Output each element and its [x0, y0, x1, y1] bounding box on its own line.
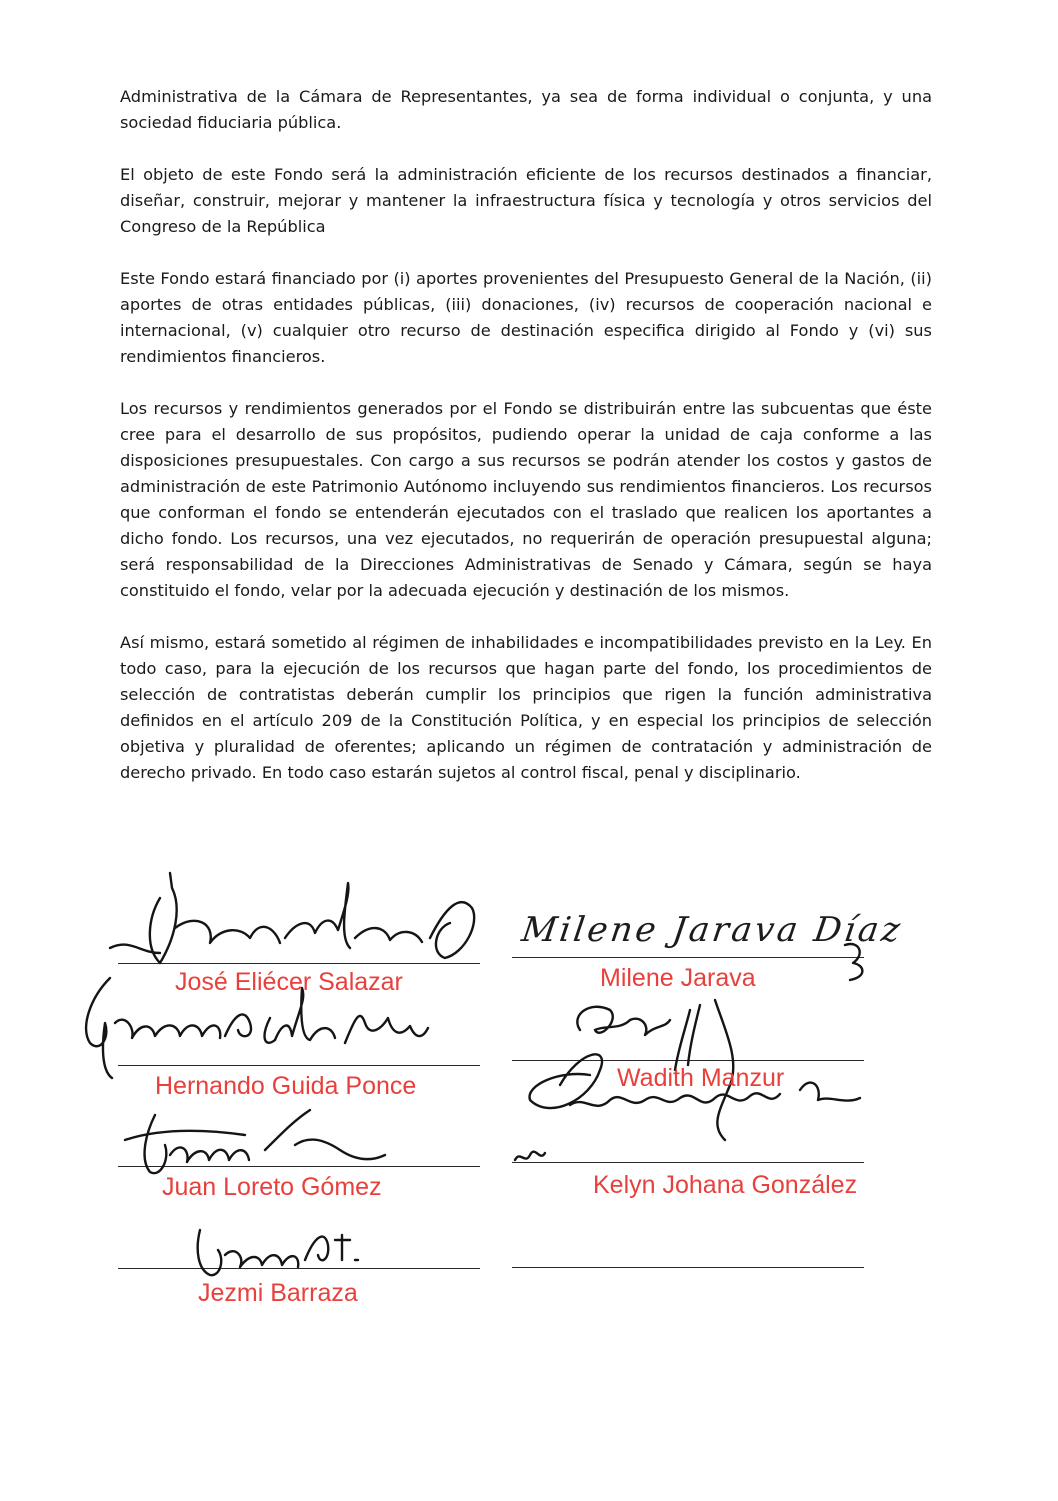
paragraph-1: Administrativa de la Cámara de Representantes, ya sea de forma individual o conjunta, y una sociedad fiduciaria pública.: [120, 87, 932, 132]
signature-milene-flourish: [835, 935, 875, 985]
name-label-kelyn: Kelyn Johana González: [593, 1171, 858, 1199]
signature-milene-text: Milene Jarava Díaz: [519, 910, 906, 950]
paragraph-5: Así mismo, estará sometido al régimen de inhabilidades e incompatibilidades previsto en la Ley. En todo caso, para la ejecución de los recursos que hagan parte del fondo, los procedimientos de selección de contratistas deberán cumplir los principios que rigen la función administrativa definidos en el artículo 209 de la Constitución Política, y en especial los principios de selección objetiva y pluralidad de oferentes; aplicando un régimen de contratación y administración de derecho privado. En todo caso estarán sujetos al control fiscal, penal y disciplinario.: [120, 633, 932, 782]
name-label-juan: Juan Loreto Gómez: [162, 1173, 382, 1201]
name-label-jezmi: Jezmi Barraza: [198, 1279, 358, 1307]
paragraph-4: Los recursos y rendimientos generados por el Fondo se distribuirán entre las subcuentas que éste cree para el desarrollo de sus propósitos, pudiendo operar la unidad de caja conforme a las disposiciones presupuestales. Con cargo a sus recursos se podrán atender los costos y gastos de administración de este Patrimonio Autónomo incluyendo sus rendimientos financieros. Los recursos que conforman el fondo se entenderán ejecutados con el traslado que realicen los aportantes a dicho fondo. Los recursos, una vez ejecutados, no requerirán de operación presupuestal alguna; será responsabilidad de la Direcciones Administrativas de Senado y Cámara, según se haya constituido el fondo, velar por la adecuada ejecución y destinación de los mismos.: [120, 399, 932, 600]
paragraph-3: Este Fondo estará financiado por (i) aportes provenientes del Presupuesto General de la Nación, (ii) aportes de otras entidades públicas, (iii) donaciones, (iv) recursos de cooperación nacional e internacional, (v) cualquier otro recurso de destinación especifica dirigido al Fondo y (vi) sus rendimientos financieros.: [120, 269, 932, 366]
signature-milene: [519, 910, 906, 962]
name-label-hernando: Hernando Guida Ponce: [155, 1072, 417, 1100]
name-label-jose: José Eliécer Salazar: [175, 968, 403, 996]
signature-line-blank: [512, 1267, 864, 1268]
name-label-wadith: Wadith Manzur: [617, 1064, 785, 1092]
name-label-milene: Milene Jarava: [600, 964, 756, 992]
body-text: [120, 84, 932, 812]
paragraph-2: El objeto de este Fondo será la administración eficiente de los recursos destinados a financiar, diseñar, construir, mejorar y mantener la infraestructura física y tecnología y otros servicios del Congreso de la República: [120, 165, 932, 236]
signature-jose: [100, 868, 490, 978]
